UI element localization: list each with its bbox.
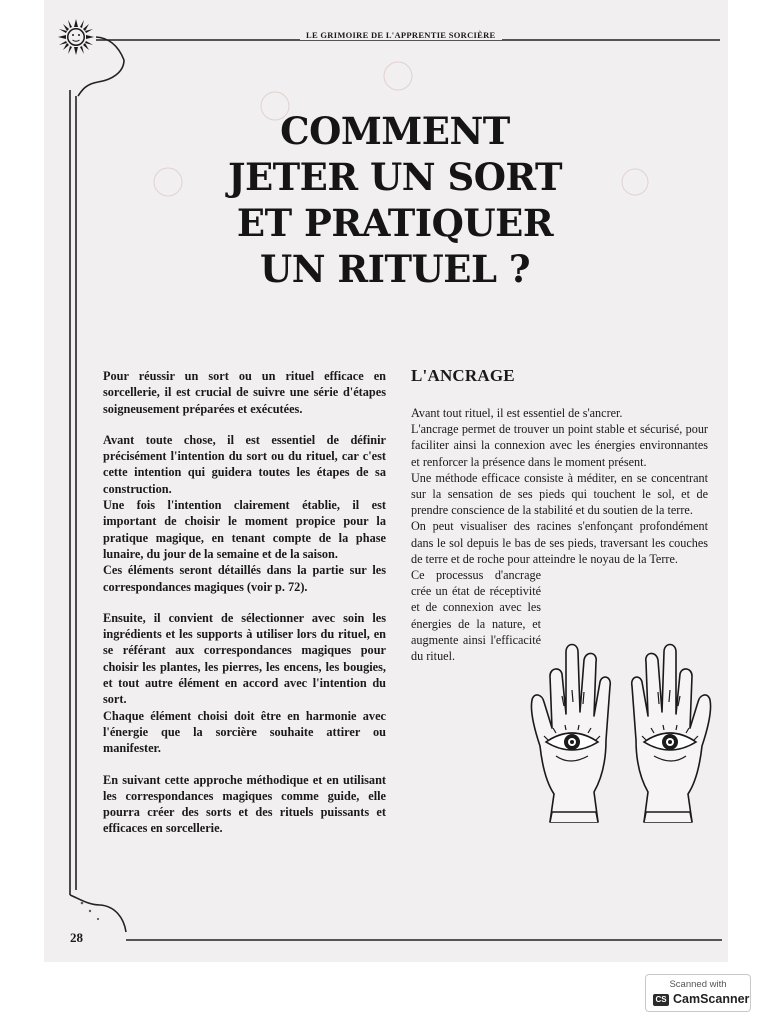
camscanner-logo-icon: CS — [653, 994, 669, 1006]
paragraph: Une méthode efficace consiste à méditer, en se concentrant sur la sensation de ses pieds qui touchent le sol, et de prendre conscience de la stabilité et du soutien de la terre. — [411, 470, 708, 518]
paragraph: Une fois l'intention clairement établie, il est important de choisir le moment propice pour la pratique magique, en tenant compte de la phase lunaire, du jour de la semaine et de la saison. — [103, 498, 386, 561]
paragraph: En suivant cette approche méthodique et en utilisant les correspondances magiques comme guide, elle pourra créer des sorts et des rituels puissants et efficaces en sorcellerie. — [103, 772, 386, 836]
title-line: UN RITUEL ? — [259, 247, 531, 291]
paragraph: Ensuite, il convient de sélectionner avec soin les ingrédients et les supports à utiliser lors du rituel, en se référant aux correspondances magiques pour choisir les plantes, les pierres, les encens, les bougies, et tout autre élément en accord avec l'intention du sort. — [103, 610, 386, 707]
title-line: COMMENT — [280, 109, 510, 153]
camscanner-badge — [645, 974, 751, 1012]
left-column — [103, 368, 386, 837]
paragraph: Avant tout rituel, il est essentiel de s'ancrer. — [411, 406, 623, 420]
title-line: ET PRATIQUER — [236, 201, 554, 245]
section-heading: L'ANCRAGE — [411, 366, 515, 385]
title-line: JETER UN SORT — [227, 155, 563, 199]
paragraph: Pour réussir un sort ou un rituel efficace en sorcellerie, il est crucial de suivre une série d'étapes soigneusement préparées et exécutées. — [103, 369, 386, 416]
page-number: 28 — [70, 930, 83, 945]
paragraph: Avant toute chose, il est essentiel de définir précisément l'intention du sort ou du rituel, car c'est cette intention qui guidera toutes les étapes de sa construction. — [103, 432, 386, 496]
paragraph: On peut visualiser des racines s'enfonçant profondément dans le sol depuis le bas de ses pieds, traversant les couches de terre et de roche pour atteindre le noyau de la Terre. — [411, 519, 708, 566]
scanned-with-label: Scanned with — [669, 979, 727, 990]
running-head: LE GRIMOIRE DE L'APPRENTIE SORCIÈRE — [300, 30, 502, 40]
paragraph: L'ancrage permet de trouver un point stable et sécurisé, pour faciliter ainsi la connexion avec les énergies environnantes et renforcer la présence dans le moment présent. — [411, 422, 708, 469]
paragraph: Chaque élément choisi doit être en harmonie avec l'énergie que la sorcière souhaite attirer ou manifester. — [103, 708, 386, 756]
right-column — [411, 405, 708, 664]
paragraph: Ces éléments seront détaillés dans la partie sur les correspondances magiques (voir p. 72). — [103, 563, 386, 594]
eye-hands-icon — [526, 636, 716, 832]
sun-face-icon — [57, 18, 95, 56]
camscanner-name: CamScanner — [673, 992, 750, 1006]
page-title — [195, 108, 595, 292]
paragraph: Ce processus d'ancrage crée un état de réceptivité et de connexion avec les énergies de la nature, et augmente ainsi l'efficacité du rituel. — [411, 568, 541, 664]
